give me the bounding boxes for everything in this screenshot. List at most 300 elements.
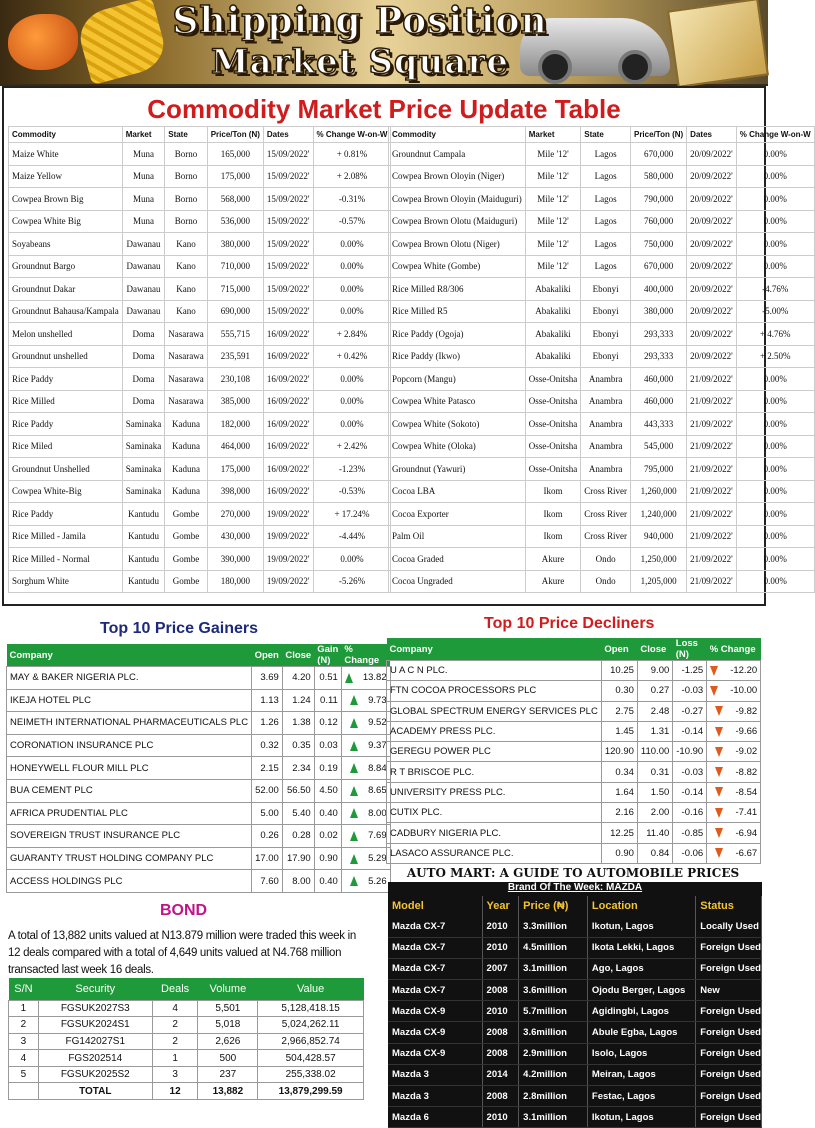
table-cell: -4.44%: [313, 525, 391, 548]
table-row: [7, 825, 391, 848]
table-cell: 5,024,262.11: [258, 1017, 364, 1034]
table-cell: Abule Egba, Lagos: [587, 1022, 695, 1043]
header-row: [7, 644, 391, 667]
arrow-up-icon: [345, 673, 353, 683]
table-row: [389, 548, 815, 571]
table-row: [9, 143, 391, 166]
table-cell: 0.00%: [736, 548, 814, 571]
table-cell: 19/09/2022': [263, 525, 313, 548]
table-cell: 15/09/2022': [263, 210, 313, 233]
table-row: [389, 570, 815, 593]
table-cell: 16/09/2022': [263, 435, 313, 458]
table-cell: Cross River: [581, 480, 631, 503]
table-cell: 21/09/2022': [687, 480, 737, 503]
table-cell: 110.00: [637, 742, 672, 762]
table-row: [387, 782, 761, 802]
table-cell: Lagos: [581, 255, 631, 278]
table-cell: Kaduna: [165, 413, 207, 436]
table-cell: Ebonyi: [581, 323, 631, 346]
table-cell: 430,000: [207, 525, 263, 548]
arrow-up-icon: [350, 695, 358, 705]
table-cell: Maize Yellow: [9, 165, 123, 188]
table-cell: 0.19: [314, 757, 341, 780]
table-cell: 2.75: [601, 701, 637, 721]
table-row: [7, 802, 391, 825]
table-cell: ACADEMY PRESS PLC.: [387, 721, 602, 741]
column-header: Loss (N): [673, 638, 707, 661]
commodity-title: Commodity Market Price Update Table: [147, 94, 621, 124]
table-cell: 0.00%: [736, 390, 814, 413]
table-cell: 795,000: [630, 458, 686, 481]
table-cell: Kantudu: [122, 525, 165, 548]
gainers-table: [6, 644, 391, 893]
table-cell: 5.00: [252, 802, 283, 825]
table-cell: Borno: [165, 143, 207, 166]
table-row: [9, 458, 391, 481]
table-cell: 2.48: [637, 701, 672, 721]
table-cell: Mile '12': [525, 210, 581, 233]
table-cell: Groundnut Unshelled: [9, 458, 123, 481]
column-header: Model: [388, 896, 482, 916]
table-cell: Mazda CX-7: [388, 937, 482, 958]
table-cell: 0.00%: [736, 233, 814, 256]
table-cell: 545,000: [630, 435, 686, 458]
table-cell: Kantudu: [122, 503, 165, 526]
column-header: Company: [387, 638, 602, 661]
arrow-up-icon: [350, 831, 358, 841]
table-cell: 0.00%: [736, 458, 814, 481]
table-row: [389, 413, 815, 436]
table-cell: 0.02: [314, 825, 341, 848]
table-cell: -0.06: [673, 843, 707, 863]
column-header: Status: [696, 896, 762, 916]
table-cell: -0.14: [673, 782, 707, 802]
table-row: [9, 323, 391, 346]
table-cell: Ojodu Berger, Lagos: [587, 980, 695, 1001]
column-header: Open: [252, 644, 283, 667]
table-cell: UNIVERSITY PRESS PLC.: [387, 782, 602, 802]
table-cell: FG142027S1: [38, 1033, 152, 1050]
table-cell: Foreign Used: [696, 1043, 762, 1064]
table-cell: 1,250,000: [630, 548, 686, 571]
table-cell: 21/09/2022': [687, 435, 737, 458]
table-row: [9, 233, 391, 256]
table-cell: Ikota Lekki, Lagos: [587, 937, 695, 958]
table-cell: Gombe: [165, 548, 207, 571]
table-cell: MAY & BAKER NIGERIA PLC.: [7, 667, 252, 690]
commodity-section: [2, 86, 811, 606]
table-cell: Melon unshelled: [9, 323, 123, 346]
table-cell: 3.1million: [519, 958, 588, 979]
table-cell: 2008: [482, 1043, 519, 1064]
table-cell: Kaduna: [165, 458, 207, 481]
table-cell: 56.50: [282, 779, 314, 802]
arrow-down-icon: [710, 686, 718, 696]
table-cell: -0.57%: [313, 210, 391, 233]
table-cell: 1: [9, 1000, 39, 1017]
table-cell: 1.38: [282, 712, 314, 735]
table-cell: 1,205,000: [630, 570, 686, 593]
commodity-table-left: [8, 126, 391, 593]
table-cell: -6.67: [707, 843, 761, 863]
table-cell: FTN COCOA PROCESSORS PLC: [387, 681, 602, 701]
table-cell: 20/09/2022': [687, 210, 737, 233]
table-cell: [9, 1083, 39, 1100]
table-cell: 5.26: [341, 870, 390, 893]
table-cell: 0.30: [601, 681, 637, 701]
table-cell: Kano: [165, 255, 207, 278]
table-row: [389, 233, 815, 256]
table-cell: 580,000: [630, 165, 686, 188]
table-cell: 3.6million: [519, 1022, 588, 1043]
auto-mart-box: [388, 882, 762, 1128]
table-row: [9, 525, 391, 548]
column-header: Security: [38, 978, 152, 1000]
decliners-title: Top 10 Price Decliners: [484, 615, 655, 632]
table-cell: 21/09/2022': [687, 368, 737, 391]
header-row: [9, 127, 391, 143]
table-cell: FGSUK2027S3: [38, 1000, 152, 1017]
table-cell: Anambra: [581, 435, 631, 458]
table-cell: Foreign Used: [696, 1022, 762, 1043]
table-cell: 0.00%: [736, 143, 814, 166]
bond-summary: A total of 13,882 units valued at N13.879 million were traded this week in 12 deals compared with a total of 4,649 units valued at N4.768 million transacted last week 16 deals.: [8, 930, 356, 976]
table-cell: 15/09/2022': [263, 255, 313, 278]
table-row: [388, 1043, 762, 1064]
commodity-table-right: [388, 126, 815, 593]
table-cell: Mazda CX-9: [388, 1001, 482, 1022]
table-cell: 182,000: [207, 413, 263, 436]
table-cell: + 2.42%: [313, 435, 391, 458]
table-row: [389, 368, 815, 391]
arrow-down-icon: [715, 747, 723, 757]
table-cell: 8.65: [341, 779, 390, 802]
arrow-down-icon: [715, 706, 723, 716]
table-cell: Kano: [165, 233, 207, 256]
papaya-image: [8, 14, 78, 70]
table-row: [9, 300, 391, 323]
table-cell: 8.00: [282, 870, 314, 893]
table-cell: 443,333: [630, 413, 686, 436]
table-cell: Festac, Lagos: [587, 1086, 695, 1107]
table-cell: 0.00%: [736, 480, 814, 503]
table-cell: Dawanau: [122, 233, 165, 256]
table-cell: 21/09/2022': [687, 525, 737, 548]
bond-table: [8, 978, 364, 1100]
arrow-up-icon: [350, 854, 358, 864]
table-cell: Ondo: [581, 570, 631, 593]
column-header: Dates: [263, 127, 313, 143]
table-cell: 2: [9, 1017, 39, 1034]
table-row: [388, 937, 762, 958]
column-header: % Change: [707, 638, 761, 661]
table-cell: GLOBAL SPECTRUM ENERGY SERVICES PLC: [387, 701, 602, 721]
table-cell: 20/09/2022': [687, 165, 737, 188]
table-cell: 0.00%: [313, 548, 391, 571]
table-row: [9, 1050, 364, 1067]
arrow-down-icon: [710, 666, 718, 676]
column-header: Price (₦): [519, 896, 588, 916]
arrow-down-icon: [715, 808, 723, 818]
table-cell: Cowpea White Patasco: [389, 390, 526, 413]
table-row: [387, 681, 761, 701]
table-cell: Mile '12': [525, 233, 581, 256]
table-cell: Mazda CX-9: [388, 1022, 482, 1043]
table-cell: 270,000: [207, 503, 263, 526]
table-cell: 0.90: [601, 843, 637, 863]
table-cell: 1.64: [601, 782, 637, 802]
table-cell: + 4.76%: [736, 323, 814, 346]
table-row: [389, 345, 815, 368]
table-row: [389, 525, 815, 548]
table-cell: 13.82: [341, 667, 390, 690]
table-cell: -0.53%: [313, 480, 391, 503]
table-cell: Lagos: [581, 165, 631, 188]
table-cell: Cross River: [581, 503, 631, 526]
table-cell: Kantudu: [122, 570, 165, 593]
table-row: [7, 779, 391, 802]
column-header: Market: [122, 127, 165, 143]
table-cell: 670,000: [630, 143, 686, 166]
table-cell: 2010: [482, 1001, 519, 1022]
table-cell: 760,000: [630, 210, 686, 233]
table-cell: Mazda 3: [388, 1086, 482, 1107]
table-cell: Rice Milled R8/306: [389, 278, 526, 301]
column-header: % Change W-on-W: [736, 127, 814, 143]
table-cell: Ikom: [525, 480, 581, 503]
table-cell: Foreign Used: [696, 958, 762, 979]
table-cell: IKEJA HOTEL PLC: [7, 689, 252, 712]
table-cell: -10.90: [673, 742, 707, 762]
table-cell: Osse-Onitsha: [525, 390, 581, 413]
table-cell: Cowpea White-Big: [9, 480, 123, 503]
table-row: [9, 570, 391, 593]
table-cell: Cowpea White Big: [9, 210, 123, 233]
table-cell: 2007: [482, 958, 519, 979]
table-cell: 536,000: [207, 210, 263, 233]
table-cell: 568,000: [207, 188, 263, 211]
table-cell: GEREGU POWER PLC: [387, 742, 602, 762]
table-cell: 0.00%: [736, 503, 814, 526]
table-cell: 5: [9, 1066, 39, 1083]
table-cell: 0.00%: [736, 570, 814, 593]
table-cell: 21/09/2022': [687, 390, 737, 413]
table-cell: Rice Milled R5: [389, 300, 526, 323]
table-cell: Cocoa Graded: [389, 548, 526, 571]
table-cell: Cowpea White (Gombe): [389, 255, 526, 278]
table-cell: Groundnut Bahausa/Kampala: [9, 300, 123, 323]
table-cell: 380,000: [630, 300, 686, 323]
table-cell: Akure: [525, 570, 581, 593]
table-cell: AFRICA PRUDENTIAL PLC: [7, 802, 252, 825]
table-cell: Isolo, Lagos: [587, 1043, 695, 1064]
table-row: [388, 916, 762, 937]
table-cell: Groundnut unshelled: [9, 345, 123, 368]
table-cell: 2.34: [282, 757, 314, 780]
table-cell: 390,000: [207, 548, 263, 571]
table-cell: 120.90: [601, 742, 637, 762]
table-row: [9, 503, 391, 526]
table-cell: Kantudu: [122, 548, 165, 571]
table-cell: 0.32: [252, 734, 283, 757]
table-cell: 20/09/2022': [687, 323, 737, 346]
table-cell: 0.34: [601, 762, 637, 782]
table-cell: -9.02: [707, 742, 761, 762]
table-cell: 2.8million: [519, 1086, 588, 1107]
table-row: [9, 368, 391, 391]
table-cell: 20/09/2022': [687, 255, 737, 278]
banner-title-line2: Market Square: [211, 42, 509, 82]
table-cell: 293,333: [630, 323, 686, 346]
table-row: [389, 323, 815, 346]
arrow-down-icon: [715, 787, 723, 797]
table-row: [388, 1022, 762, 1043]
table-cell: 0.00%: [736, 435, 814, 458]
table-cell: + 17.24%: [313, 503, 391, 526]
table-cell: Foreign Used: [696, 937, 762, 958]
table-cell: 0.00%: [313, 300, 391, 323]
table-cell: 15/09/2022': [263, 165, 313, 188]
table-cell: Cowpea Brown Big: [9, 188, 123, 211]
table-cell: + 2.50%: [736, 345, 814, 368]
table-cell: 0.00%: [313, 413, 391, 436]
table-cell: 715,000: [207, 278, 263, 301]
table-cell: Sorghum White: [9, 570, 123, 593]
table-row: [389, 435, 815, 458]
arrow-up-icon: [350, 718, 358, 728]
table-cell: + 2.08%: [313, 165, 391, 188]
table-cell: Cowpea White (Sokoto): [389, 413, 526, 436]
table-cell: -0.85: [673, 823, 707, 843]
column-header: Company: [7, 644, 252, 667]
table-cell: Cowpea Brown Olotu (Niger): [389, 233, 526, 256]
table-cell: 3.6million: [519, 980, 588, 1001]
table-cell: Muna: [122, 188, 165, 211]
table-cell: Ikotun, Lagos: [587, 1107, 695, 1128]
table-row: [9, 1066, 364, 1083]
table-cell: 2008: [482, 980, 519, 1001]
table-cell: LASACO ASSURANCE PLC.: [387, 843, 602, 863]
table-cell: GUARANTY TRUST HOLDING COMPANY PLC: [7, 847, 252, 870]
table-cell: Cowpea White (Oloka): [389, 435, 526, 458]
table-cell: Kano: [165, 278, 207, 301]
table-cell: 5.29: [341, 847, 390, 870]
table-cell: 11.40: [637, 823, 672, 843]
column-header: Location: [587, 896, 695, 916]
gainers-title: Top 10 Price Gainers: [100, 620, 258, 637]
table-cell: 750,000: [630, 233, 686, 256]
table-cell: + 0.42%: [313, 345, 391, 368]
header-row: [388, 896, 762, 916]
table-cell: -8.54: [707, 782, 761, 802]
table-cell: 16/09/2022': [263, 390, 313, 413]
table-cell: Saminaka: [122, 435, 165, 458]
table-cell: 380,000: [207, 233, 263, 256]
table-row: [7, 689, 391, 712]
table-cell: Nasarawa: [165, 390, 207, 413]
table-cell: 460,000: [630, 368, 686, 391]
table-cell: Anambra: [581, 368, 631, 391]
table-cell: 3.3million: [519, 916, 588, 937]
table-cell: Abakaliki: [525, 345, 581, 368]
table-cell: 16/09/2022': [263, 323, 313, 346]
table-cell: 4: [152, 1000, 198, 1017]
table-row: [389, 278, 815, 301]
table-cell: 1: [152, 1050, 198, 1067]
table-row: [387, 742, 761, 762]
table-cell: 5.40: [282, 802, 314, 825]
column-header: Market: [525, 127, 581, 143]
table-cell: 15/09/2022': [263, 143, 313, 166]
table-cell: 1.24: [282, 689, 314, 712]
table-cell: 0.31: [637, 762, 672, 782]
table-cell: Nasarawa: [165, 345, 207, 368]
arrow-up-icon: [350, 808, 358, 818]
table-row: [387, 823, 761, 843]
table-cell: Ebonyi: [581, 278, 631, 301]
table-cell: 790,000: [630, 188, 686, 211]
table-cell: 15/09/2022': [263, 233, 313, 256]
table-cell: Palm Oil: [389, 525, 526, 548]
table-cell: Groundnut (Yawuri): [389, 458, 526, 481]
table-row: [7, 870, 391, 893]
table-cell: 0.90: [314, 847, 341, 870]
table-cell: 7.69: [341, 825, 390, 848]
table-cell: New: [696, 980, 762, 1001]
table-row: [9, 188, 391, 211]
table-row: [389, 143, 815, 166]
table-cell: Rice Miled: [9, 435, 123, 458]
table-cell: Ikom: [525, 525, 581, 548]
table-row: [9, 1017, 364, 1034]
table-cell: 13,879,299.59: [258, 1083, 364, 1100]
table-cell: 0.00%: [313, 233, 391, 256]
table-cell: Borno: [165, 165, 207, 188]
table-cell: 19/09/2022': [263, 548, 313, 571]
brand-of-week: Brand Of The Week: MAZDA: [507, 882, 643, 893]
table-cell: Osse-Onitsha: [525, 368, 581, 391]
table-cell: -9.66: [707, 721, 761, 741]
table-cell: 2.9million: [519, 1043, 588, 1064]
table-cell: BUA CEMENT PLC: [7, 779, 252, 802]
header-row: [387, 638, 761, 661]
table-cell: 0.00%: [736, 210, 814, 233]
table-cell: HONEYWELL FLOUR MILL PLC: [7, 757, 252, 780]
table-cell: 1.31: [637, 721, 672, 741]
table-cell: Lagos: [581, 188, 631, 211]
table-cell: 9.52: [341, 712, 390, 735]
table-cell: 20/09/2022': [687, 278, 737, 301]
table-cell: Nasarawa: [165, 323, 207, 346]
table-cell: 0.40: [314, 870, 341, 893]
table-cell: Dawanau: [122, 300, 165, 323]
table-cell: 20/09/2022': [687, 300, 737, 323]
table-cell: 0.00%: [736, 165, 814, 188]
table-row: [388, 1001, 762, 1022]
table-cell: Rice Milled - Jamila: [9, 525, 123, 548]
table-cell: -0.31%: [313, 188, 391, 211]
table-cell: -4.76%: [736, 278, 814, 301]
table-row: [7, 847, 391, 870]
table-cell: 0.12: [314, 712, 341, 735]
table-row: [387, 721, 761, 741]
table-cell: Anambra: [581, 390, 631, 413]
table-cell: Rice Paddy: [9, 413, 123, 436]
table-cell: 175,000: [207, 165, 263, 188]
table-cell: 230,108: [207, 368, 263, 391]
table-row: [9, 1033, 364, 1050]
table-cell: Foreign Used: [696, 1064, 762, 1085]
